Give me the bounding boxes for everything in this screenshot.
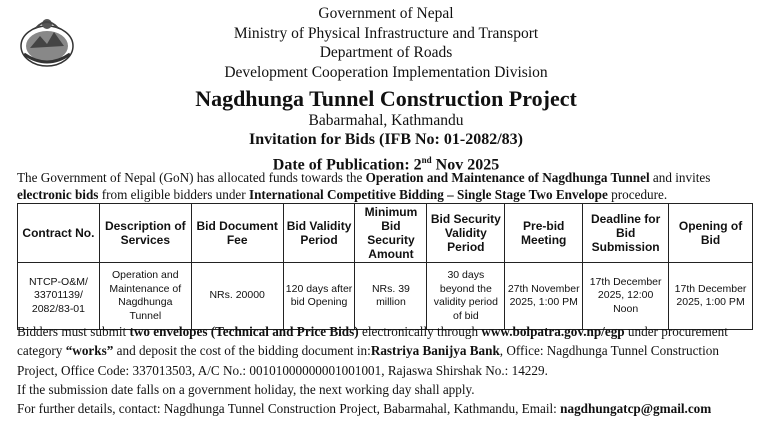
header-min-bid-security: Minimum Bid Security Amount: [355, 204, 427, 263]
header-deadline: Deadline for Bid Submission: [583, 204, 669, 263]
cell-deadline: 17th December 2025, 12:00 Noon: [583, 263, 669, 330]
cell-security-validity: 30 days beyond the validity period of bid: [427, 263, 505, 330]
cell-prebid-meeting: 27th November 2025, 1:00 PM: [505, 263, 583, 330]
bid-table: [17, 203, 753, 330]
header-security-validity: Bid Security Validity Period: [427, 204, 505, 263]
header-description: Description of Services: [99, 204, 191, 263]
header-bid-document-fee: Bid Document Fee: [191, 204, 283, 263]
header-opening: Opening of Bid: [669, 204, 753, 263]
contact-email-link[interactable]: nagdhungatcp@gmail.com: [560, 401, 712, 417]
cell-contract-no: NTCP-O&M/ 33701139/ 2082/83-01: [18, 263, 100, 330]
division-line: Development Cooperation Implementation Division: [224, 63, 548, 81]
table-row: [18, 263, 753, 330]
header: [0, 4, 772, 175]
government-line: Government of Nepal: [318, 5, 454, 22]
table-header-row: [18, 204, 753, 263]
header-contract-no: Contract No.: [18, 204, 100, 263]
publication-date: Date of Publication: 2nd Nov 2025: [272, 155, 500, 174]
contact-line: For further details, contact: Nagdhunga Tunnel Construction Project, Babarmahal, Kathmandu, Email: nagdhungatcp@gmail.com: [17, 401, 712, 417]
intro-paragraph: The Government of Nepal (GoN) has allocated funds towards the Operation and Maintenance of Nagdhunga Tunnel and invites electronic bids from eligible bidders under International Competitive Bidding – Single Stage Two Envelope procedure.: [17, 170, 711, 202]
submission-instructions: Bidders must submit two envelopes (Technical and Price Bids) electronically through www.bolpatra.gov.np/egp under procurement category “works” and deposit the cost of the bidding document in:Rastriya Banijya Bank, Office: Nagdhunga Tunnel Construction Project, Office Code: 337013503, A/C No.: 00101000000001001001, Rajaswa Shirshak No.: 14229.: [17, 324, 728, 378]
cell-description: Operation and Maintenance of Nagdhunga Tunnel: [99, 263, 191, 330]
cell-bid-validity: 120 days after bid Opening: [283, 263, 355, 330]
holiday-note: If the submission date falls on a government holiday, the next working day shall apply.: [17, 381, 475, 397]
cell-opening: 17th December 2025, 1:00 PM: [669, 263, 753, 330]
ifb-line: Invitation for Bids (IFB No: 01-2082/83): [249, 131, 523, 148]
cell-bid-document-fee: NRs. 20000: [191, 263, 283, 330]
header-prebid-meeting: Pre-bid Meeting: [505, 204, 583, 263]
ministry-line: Ministry of Physical Infrastructure and Transport: [233, 24, 539, 42]
department-line: Department of Roads: [319, 44, 453, 61]
egp-link[interactable]: www.bolpatra.gov.np/egp: [481, 324, 625, 339]
location-line: Babarmahal, Kathmandu: [308, 112, 464, 129]
header-bid-validity: Bid Validity Period: [283, 204, 355, 263]
project-title: Nagdhunga Tunnel Construction Project: [195, 86, 577, 111]
footer: [17, 322, 761, 418]
cell-min-bid-security: NRs. 39 million: [355, 263, 427, 330]
